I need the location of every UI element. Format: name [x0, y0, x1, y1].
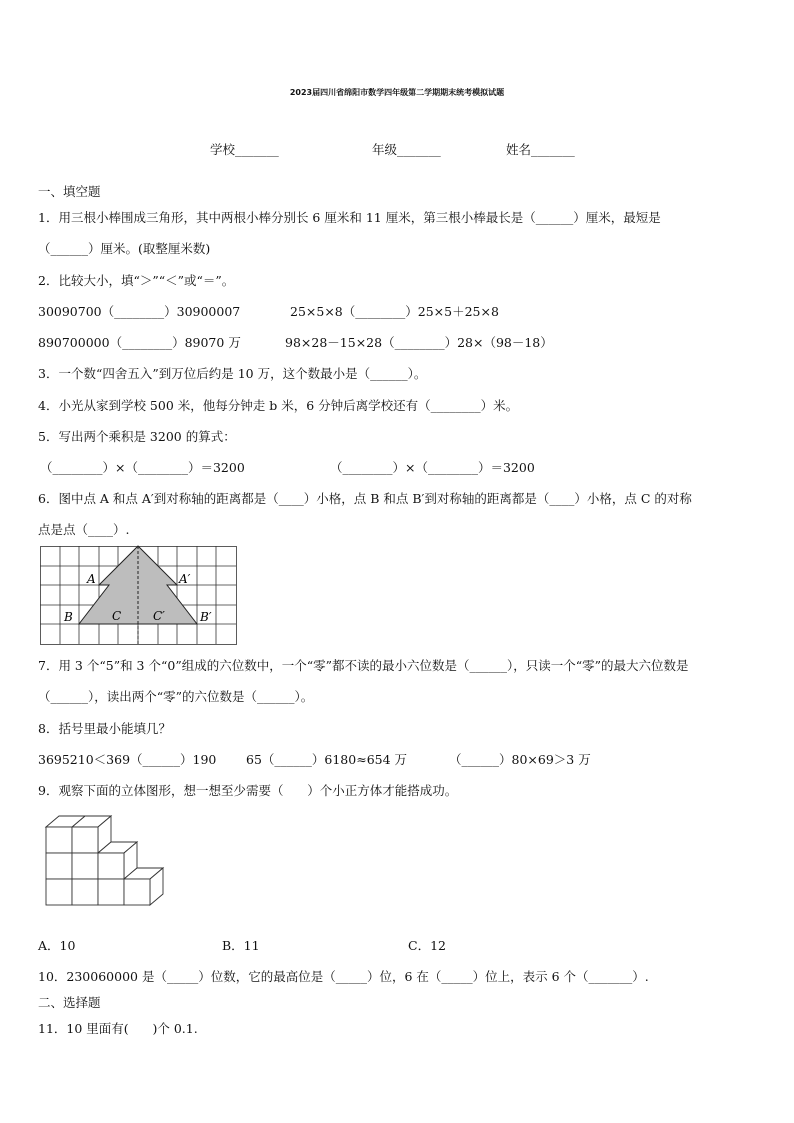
- q2-row2-b: 98×28－15×28（________）28×（98－18）: [285, 335, 553, 350]
- q7-line1: 7．用 3 个“5”和 3 个“0”组成的六位数中，一个“零”都不读的最小六位数是（______），只读一个“零”的最大六位数是: [38, 658, 689, 673]
- q2-row2-a: 890700000（________）89070 万: [38, 335, 241, 350]
- q8-c: （______）80×69＞3 万: [449, 752, 591, 767]
- label-A: A: [87, 572, 96, 586]
- label-B-prime: B′: [200, 610, 212, 624]
- q5-stem: 5．写出两个乘积是 3200 的算式：: [38, 429, 236, 444]
- q9-option-c: C．12: [408, 938, 446, 953]
- symmetry-grid-figure: [40, 546, 240, 646]
- q3: 3．一个数“四舍五入”到万位后约是 10 万，这个数最小是（______）。: [38, 366, 427, 381]
- label-C-prime: C′: [153, 609, 165, 623]
- q2-row1-a: 30090700（________）30900007: [38, 304, 241, 319]
- label-C: C: [112, 609, 122, 623]
- label-A-prime: A′: [179, 572, 191, 586]
- q1-line2: （______）厘米。(取整厘米数): [38, 241, 211, 256]
- q9-option-b: B．11: [222, 938, 260, 953]
- school-field: 学校_______: [210, 142, 279, 157]
- q9-stem: 9．观察下面的立体图形，想一想至少需要（ ）个小正方体才能搭成功。: [38, 783, 458, 798]
- q4: 4．小光从家到学校 500 米，他每分钟走 b 米，6 分钟后离学校还有（________）米。: [38, 398, 519, 413]
- q2-stem: 2．比较大小，填“＞”“＜”或“＝”。: [38, 273, 235, 288]
- q10: 10．230060000 是（_____）位数，它的最高位是（_____）位，6 在（_____）位上，表示 6 个（_______）.: [38, 969, 649, 984]
- q8-b: 65（______）6180≈654 万: [246, 752, 408, 767]
- cube-stack-figure: [40, 814, 160, 922]
- q11: 11．10 里面有( )个 0.1.: [38, 1021, 198, 1036]
- q6-line2: 点是点（____）.: [38, 522, 130, 537]
- label-B: B: [64, 610, 73, 624]
- q5-expr-a: （________）×（________）＝3200: [40, 460, 245, 475]
- q6-line1: 6．图中点 A 和点 A′到对称轴的距离都是（____）小格，点 B 和点 B′到对称轴的距离都是（____）小格，点 C 的对称: [38, 491, 692, 506]
- page-title: 2023届四川省绵阳市数学四年级第二学期期末统考模拟试题: [289, 88, 505, 97]
- q9-option-a: A．10: [38, 938, 76, 953]
- q7-line2: （______），读出两个“零”的六位数是（______）。: [38, 689, 314, 704]
- q1-line1: 1．用三根小棒围成三角形，其中两根小棒分别长 6 厘米和 11 厘米，第三根小棒最长是（______）厘米，最短是: [38, 210, 661, 225]
- grade-field: 年级_______: [372, 142, 441, 157]
- q2-row1-b: 25×5×8（________）25×5＋25×8: [290, 304, 499, 319]
- q8-a: 3695210＜369（______）190: [38, 752, 217, 767]
- q8-stem: 8．括号里最小能填几？: [38, 721, 171, 736]
- section-choice: 二、选择题: [38, 995, 101, 1010]
- section-fill-blank: 一、填空题: [38, 184, 101, 199]
- q5-expr-b: （________）×（________）＝3200: [330, 460, 535, 475]
- name-field: 姓名_______: [506, 142, 575, 157]
